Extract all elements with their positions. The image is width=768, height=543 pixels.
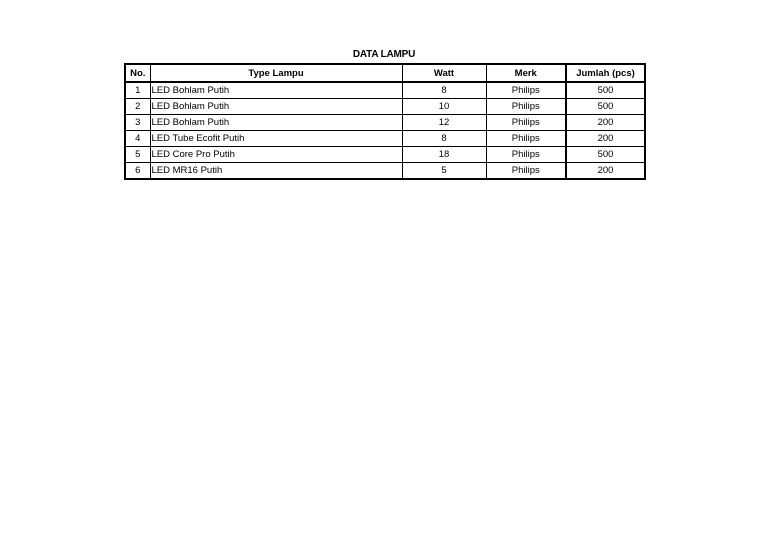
table-row <box>125 147 645 163</box>
table-row <box>125 99 645 115</box>
cell-no: 1 <box>125 82 150 99</box>
cell-type: LED MR16 Putih <box>150 163 402 180</box>
cell-type: LED Core Pro Putih <box>150 147 402 163</box>
cell-type: LED Bohlam Putih <box>150 99 402 115</box>
cell-watt: 10 <box>402 99 486 115</box>
header-row <box>125 64 645 82</box>
cell-no: 2 <box>125 99 150 115</box>
sheet-title: DATA LAMPU <box>352 49 416 60</box>
cell-no: 3 <box>125 115 150 131</box>
cell-qty: 500 <box>566 82 645 99</box>
cell-merk: Philips <box>486 115 566 131</box>
cell-merk: Philips <box>486 99 566 115</box>
cell-merk: Philips <box>486 147 566 163</box>
cell-no: 4 <box>125 131 150 147</box>
table-row <box>125 163 645 180</box>
cell-type: LED Bohlam Putih <box>150 82 402 99</box>
cell-type: LED Bohlam Putih <box>150 115 402 131</box>
cell-no: 5 <box>125 147 150 163</box>
cell-merk: Philips <box>486 163 566 180</box>
cell-watt: 8 <box>402 131 486 147</box>
cell-qty: 500 <box>566 147 645 163</box>
table-row <box>125 115 645 131</box>
table-row <box>125 82 645 99</box>
cell-no: 6 <box>125 163 150 180</box>
cell-watt: 18 <box>402 147 486 163</box>
cell-qty: 200 <box>566 131 645 147</box>
lamp-data-table <box>124 63 646 180</box>
header-watt: Watt <box>402 64 486 82</box>
header-no: No. <box>125 64 150 82</box>
header-merk: Merk <box>486 64 566 82</box>
cell-merk: Philips <box>486 131 566 147</box>
cell-merk: Philips <box>486 82 566 99</box>
cell-watt: 8 <box>402 82 486 99</box>
cell-qty: 200 <box>566 115 645 131</box>
cell-qty: 500 <box>566 99 645 115</box>
cell-qty: 200 <box>566 163 645 180</box>
cell-watt: 5 <box>402 163 486 180</box>
header-qty: Jumlah (pcs) <box>566 64 645 82</box>
table-row <box>125 131 645 147</box>
cell-watt: 12 <box>402 115 486 131</box>
header-type: Type Lampu <box>150 64 402 82</box>
cell-type: LED Tube Ecofit Putih <box>150 131 402 147</box>
